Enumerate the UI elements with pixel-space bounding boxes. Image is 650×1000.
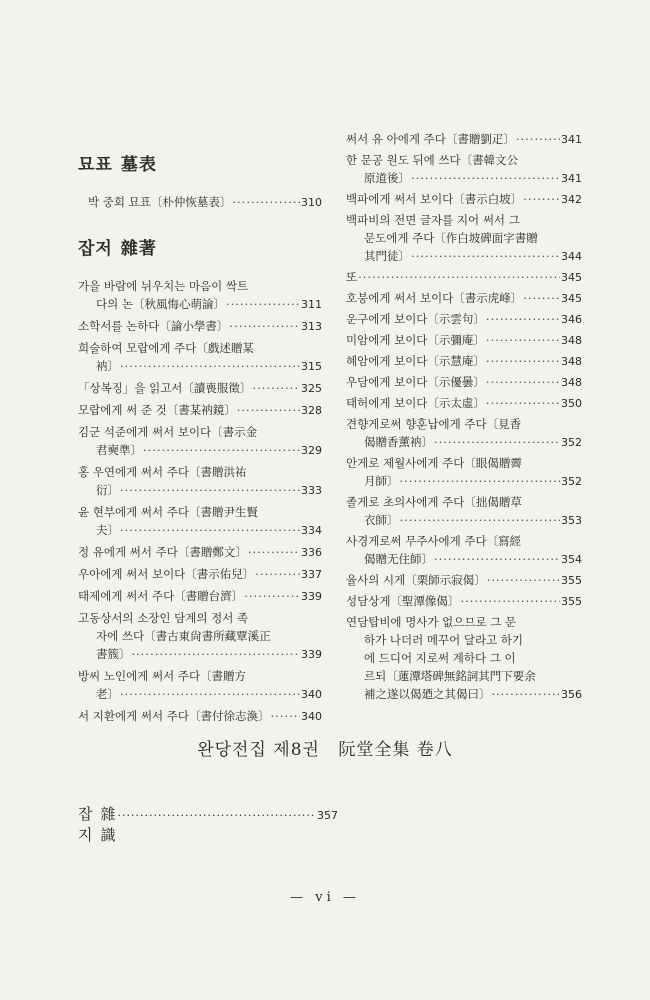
toc-entry[interactable] <box>346 268 582 287</box>
toc-entry-line: 한 문공 원도 뒤에 쓰다〔書韓文公 <box>346 153 519 167</box>
toc-entry-title: 老〕 <box>96 687 119 701</box>
toc-entry-tail <box>346 190 582 209</box>
toc-entry[interactable] <box>78 463 322 500</box>
toc-entry-page: 310 <box>301 196 322 209</box>
toc-entry-title: 다의 논〔秋風悔心萌論〕 <box>96 297 225 311</box>
toc-entry[interactable] <box>78 707 322 726</box>
toc-entry-tail <box>346 331 582 350</box>
section-heading-hanja: 墓表 <box>120 155 157 175</box>
toc-entry-page: 352 <box>561 436 582 449</box>
toc-entry-title: 衲〕 <box>96 359 119 373</box>
toc-entry-title: 운구에게 보이다〔示雲句〕 <box>346 312 485 326</box>
toc-entry-line: 홍 우연에게 써서 주다〔書贈洪祐 <box>78 465 247 479</box>
toc-entry[interactable] <box>346 493 582 530</box>
toc-entry-tail <box>78 441 322 460</box>
toc-entry-tail <box>78 481 322 500</box>
right-column <box>346 130 582 706</box>
toc-entry-title: 소학서를 논하다〔論小學書〕 <box>78 319 229 333</box>
toc-entry-tail <box>346 511 582 530</box>
volume-title-hanja: 阮堂全集 卷八 <box>338 740 453 760</box>
toc-entry-page: 346 <box>561 313 582 326</box>
toc-entry[interactable] <box>346 289 582 308</box>
leader-dots <box>120 357 300 375</box>
toc-entry[interactable] <box>78 277 322 314</box>
toc-entry[interactable] <box>346 331 582 350</box>
toc-entry-page: 350 <box>561 397 582 410</box>
leader-dots <box>486 373 560 391</box>
toc-entry-page: 353 <box>561 514 582 527</box>
leader-dots <box>460 592 560 610</box>
toc-entry[interactable] <box>78 379 322 398</box>
toc-entry-line: 에 드디어 지로써 계하다 그 이 <box>364 651 516 665</box>
toc-entry-tail <box>346 352 582 371</box>
leader-dots <box>358 268 560 286</box>
toc-entry[interactable] <box>346 373 582 392</box>
toc-entry-line: 백파비의 전면 글자를 지어 써서 그 <box>346 213 520 227</box>
toc-entry-page: 348 <box>561 376 582 389</box>
toc-entry-title: 우담에게 보이다〔示優曇〕 <box>346 375 485 389</box>
toc-entry[interactable] <box>78 423 322 460</box>
toc-entry-title: 原道後〕 <box>364 171 410 185</box>
toc-entry-page: 337 <box>301 568 322 581</box>
leader-dots <box>237 401 300 419</box>
toc-entry-title: 偈贈香薰衲〕 <box>364 435 433 449</box>
toc-entry-title: 백파에게 써서 보이다〔書示白坡〕 <box>346 192 523 206</box>
toc-entry-page: 325 <box>301 382 322 395</box>
toc-entry[interactable] <box>346 130 582 149</box>
leader-dots <box>400 472 561 490</box>
toc-entry-title: 君奭準〕 <box>96 443 142 457</box>
toc-entry-page: 334 <box>301 524 322 537</box>
toc-entry[interactable] <box>78 667 322 704</box>
leader-dots <box>411 169 560 187</box>
section-heading <box>78 150 322 175</box>
toc-entry-title: 정 유에게 써서 주다〔書贈鄭文〕 <box>78 545 247 559</box>
toc-entry[interactable] <box>78 565 322 584</box>
toc-entry-tail <box>346 685 582 704</box>
toc-entry-title: 미암에게 보이다〔示彌庵〕 <box>346 333 485 347</box>
toc-entry-title: 補之遂以偈廼之其偈曰〕 <box>364 687 491 701</box>
toc-entry[interactable] <box>78 317 322 336</box>
toc-entry-tail <box>78 317 322 336</box>
toc-entry-page: 340 <box>301 710 322 723</box>
toc-entry[interactable] <box>346 151 582 188</box>
toc-entry-title: 夫〕 <box>96 523 119 537</box>
toc-entry-title: 모랍에게 써 준 것〔書某衲鏡〕 <box>78 403 236 417</box>
toc-entry-line: 윤 현부에게 써서 주다〔書贈尹生賢 <box>78 505 258 519</box>
toc-entry[interactable] <box>346 352 582 371</box>
leader-dots <box>248 543 300 561</box>
toc-entry-tail <box>78 565 322 584</box>
toc-entry-page: 348 <box>561 355 582 368</box>
toc-entry[interactable] <box>346 394 582 413</box>
toc-entry-page: 341 <box>561 133 582 146</box>
toc-entry-tail <box>346 268 582 287</box>
leader-dots <box>400 511 561 529</box>
leader-dots <box>143 441 300 459</box>
toc-entry-page: 344 <box>561 250 582 263</box>
leader-dots <box>492 685 561 703</box>
toc-entry-page: 345 <box>561 292 582 305</box>
toc-entry-tail <box>346 130 582 149</box>
toc-entry[interactable] <box>346 454 582 491</box>
toc-entry-tail <box>78 357 322 376</box>
misc-section-page: 357 <box>317 809 338 822</box>
toc-entry-page: 341 <box>561 172 582 185</box>
toc-entry-title: 月師〕 <box>364 474 399 488</box>
leader-dots <box>229 317 300 335</box>
toc-entry-page: 329 <box>301 444 322 457</box>
toc-entry[interactable] <box>346 415 582 452</box>
toc-entry[interactable] <box>346 613 582 704</box>
toc-entry-tail <box>346 592 582 611</box>
leader-dots <box>523 190 560 208</box>
toc-entry-line: 가을 바람에 뉘우치는 마음이 싹트 <box>78 279 249 293</box>
toc-entry[interactable] <box>346 532 582 569</box>
toc-entry-title: 서 지환에게 써서 주다〔書付徐志渙〕 <box>78 709 270 723</box>
toc-entry-title: 衣師〕 <box>364 513 399 527</box>
toc-entry-tail <box>78 401 322 420</box>
toc-entry-line: 자에 쓰다〔書古東尙書所藏覃溪正 <box>96 629 271 643</box>
leader-dots <box>244 587 300 605</box>
toc-entry-tail <box>78 543 322 562</box>
toc-entry-title: 衍〕 <box>96 483 119 497</box>
toc-entry-tail <box>78 587 322 606</box>
toc-entry-tail <box>346 289 582 308</box>
section-heading-hanja: 雜著 <box>120 239 157 259</box>
toc-entry-tail <box>346 550 582 569</box>
leader-dots <box>434 433 560 451</box>
leader-dots <box>120 685 300 703</box>
toc-entry[interactable] <box>78 503 322 540</box>
toc-entry-title: 書簇〕 <box>96 647 131 661</box>
leader-dots <box>486 394 560 412</box>
toc-entry-page: 352 <box>561 475 582 488</box>
volume-title-korean: 완당전집 제8권 <box>197 740 320 760</box>
leader-dots <box>270 707 300 725</box>
toc-entry-tail <box>78 707 322 726</box>
leader-dots <box>487 571 560 589</box>
toc-entry[interactable] <box>78 193 322 212</box>
misc-section-entry[interactable] <box>78 803 338 845</box>
toc-entry[interactable] <box>78 401 322 420</box>
toc-entry-line: 희술하여 모랍에게 주다〔戲述贈某 <box>78 341 254 355</box>
toc-entry-title: 우아에게 써서 보이다〔書示佑兒〕 <box>78 567 255 581</box>
toc-entry-line: 르되〔蓮潭塔碑無銘詞其門下要余 <box>364 669 536 683</box>
leader-dots <box>523 289 560 307</box>
toc-entry-title: 성담상게〔聖潭像偈〕 <box>346 594 460 608</box>
toc-entry-page: 340 <box>301 688 322 701</box>
toc-entry-page: 339 <box>301 648 322 661</box>
left-column <box>78 150 322 729</box>
toc-entry[interactable] <box>78 543 322 562</box>
toc-entry-title: 태허에게 보이다〔示太虛〕 <box>346 396 485 410</box>
toc-entry-title: 「상복징」을 읽고서〔讀喪服徵〕 <box>78 381 252 395</box>
toc-entry-line: 방씨 노인에게 써서 주다〔書贈方 <box>78 669 247 683</box>
toc-entry-tail <box>78 379 322 398</box>
toc-entry-title: 또 <box>346 270 358 284</box>
toc-entry[interactable] <box>346 211 582 266</box>
toc-entry[interactable] <box>346 592 582 611</box>
leader-dots <box>252 379 300 397</box>
toc-entry-page: 355 <box>561 595 582 608</box>
toc-entry-page: 354 <box>561 553 582 566</box>
toc-entry-page: 342 <box>561 193 582 206</box>
toc-entry-page: 311 <box>301 298 322 311</box>
leader-dots <box>226 295 300 313</box>
toc-entry[interactable] <box>78 339 322 376</box>
leader-dots <box>486 331 560 349</box>
toc-entry-tail <box>78 645 322 664</box>
section-heading-korean: 묘표 <box>78 155 113 175</box>
toc-entry-tail <box>346 373 582 392</box>
toc-entry-tail <box>78 521 322 540</box>
leader-dots <box>486 352 560 370</box>
toc-entry-page: 333 <box>301 484 322 497</box>
toc-entry-tail <box>346 571 582 590</box>
toc-entry-line: 하가 나더러 메꾸어 달라고 하기 <box>364 633 524 647</box>
leader-dots <box>434 550 560 568</box>
leader-dots <box>120 521 300 539</box>
toc-entry-line: 졸게로 초의사에게 주다〔拙偈贈草 <box>346 495 522 509</box>
volume-title <box>0 735 650 760</box>
leader-dots <box>232 193 300 211</box>
toc-entry-title: 혜암에게 보이다〔示慧庵〕 <box>346 354 485 368</box>
toc-entry-line: 연담탑비에 명사가 없으므로 그 문 <box>346 615 517 629</box>
toc-entry[interactable] <box>78 609 322 664</box>
leader-dots <box>118 809 315 822</box>
toc-entry-title: 偈贈无住師〕 <box>364 552 433 566</box>
toc-entry-page: 336 <box>301 546 322 559</box>
toc-entry-tail <box>346 310 582 329</box>
toc-entry[interactable] <box>78 587 322 606</box>
toc-entry-line: 김군 석준에게 써서 보이다〔書示金 <box>78 425 258 439</box>
misc-section-label-korean: 잡지 <box>78 805 93 844</box>
section-heading <box>78 234 322 259</box>
toc-entry-tail <box>346 247 582 266</box>
toc-entry-page: 348 <box>561 334 582 347</box>
toc-entry-line: 문도에게 주다〔作白坡碑面字書贈 <box>364 231 538 245</box>
toc-entry[interactable] <box>346 310 582 329</box>
toc-entry[interactable] <box>346 571 582 590</box>
toc-entry-title: 호붕에게 써서 보이다〔書示虎峰〕 <box>346 291 523 305</box>
toc-entry-page: 313 <box>301 320 322 333</box>
toc-entry-title: 율사의 시게〔栗師示寂偈〕 <box>346 573 486 587</box>
toc-entry-line: 고동상서의 소장인 담계의 정서 족 <box>78 611 249 625</box>
toc-entry-title: 태제에게 써서 주다〔書贈台濟〕 <box>78 589 244 603</box>
section-heading-korean: 잡저 <box>78 239 113 259</box>
toc-entry-tail <box>346 394 582 413</box>
toc-entry-line: 사경게로써 무주사에게 주다〔寫經 <box>346 534 522 548</box>
toc-entry-page: 328 <box>301 404 322 417</box>
toc-entry[interactable] <box>346 190 582 209</box>
toc-entry-title: 써서 유 아에게 주다〔書贈劉疋〕 <box>346 132 515 146</box>
toc-entry-line: 견향게로써 향훈납에게 주다〔見香 <box>346 417 522 431</box>
leader-dots <box>516 130 560 148</box>
leader-dots <box>132 645 301 663</box>
toc-entry-page: 356 <box>561 688 582 701</box>
toc-entry-tail <box>346 433 582 452</box>
toc-entry-title: 박 중회 묘표〔朴仲恢墓表〕 <box>88 195 232 209</box>
toc-entry-page: 315 <box>301 360 322 373</box>
toc-entry-tail <box>346 169 582 188</box>
leader-dots <box>255 565 300 583</box>
toc-entry-page: 355 <box>561 574 582 587</box>
toc-entry-tail <box>78 295 322 314</box>
misc-section-label-hanja: 雜識 <box>100 805 116 844</box>
toc-entry-page: 339 <box>301 590 322 603</box>
toc-entry-tail <box>88 193 322 212</box>
leader-dots <box>411 247 560 265</box>
toc-entry-tail <box>346 472 582 491</box>
toc-entry-tail <box>78 685 322 704</box>
toc-entry-title: 其門徒〕 <box>364 249 410 263</box>
page-number: — vi — <box>290 890 360 905</box>
leader-dots <box>120 481 300 499</box>
toc-entry-page: 345 <box>561 271 582 284</box>
leader-dots <box>486 310 560 328</box>
toc-entry-line: 안게로 제월사에게 주다〔眼偈贈霽 <box>346 456 522 470</box>
